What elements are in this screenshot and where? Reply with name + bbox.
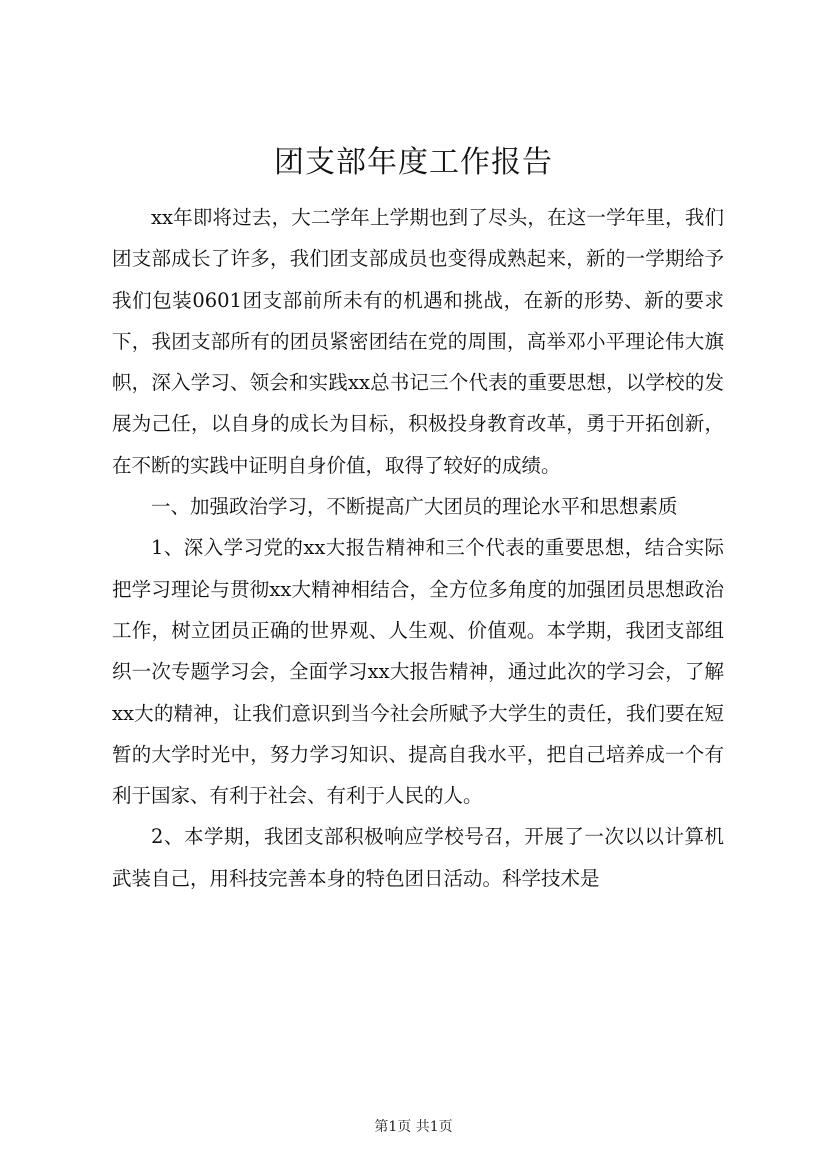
document-title: 团支部年度工作报告 [274, 145, 553, 180]
document-body [112, 197, 724, 899]
paragraph-item-1: 1、深入学习党的xx大报告精神和三个代表的重要思想，结合实际把学习理论与贯彻xx大精神相结合，全方位多角度的加强团员思想政治工作，树立团员正确的世界观、人生观、价值观。本学期，我团支部组织一次专题学习会，全面学习xx大报告精神，通过此次的学习会，了解xx大的精神，让我们意识到当今社会所赋予大学生的责任，我们要在短暂的大学时光中，努力学习知识、提高自我水平，把自己培养成一个有利于国家、有利于社会、有利于人民的人。 [112, 536, 724, 808]
paragraph-item-2: 2、本学期，我团支部积极响应学校号召，开展了一次以以计算机武装自己，用科技完善本身的特色团日活动。科学技术是 [112, 825, 724, 890]
page-footer: 第1页 共1页 [374, 1119, 453, 1135]
paragraph-intro: xx年即将过去，大二学年上学期也到了尽头，在这一学年里，我们团支部成长了许多，我们团支部成员也变得成熟起来，新的一学期给予我们包装0601团支部前所未有的机遇和挑战，在新的形势、新的要求下，我团支部所有的团员紧密团结在党的周围，高举邓小平理论伟大旗帜，深入学习、领会和实践xx总书记三个代表的重要思想，以学校的发展为己任，以自身的成长为目标，积极投身教育改革，勇于开拓创新，在不断的实践中证明自身价值，取得了较好的成绩。 [112, 206, 724, 477]
section-heading-1: 一、加强政治学习，不断提高广大团员的理论水平和思想素质 [151, 495, 678, 519]
